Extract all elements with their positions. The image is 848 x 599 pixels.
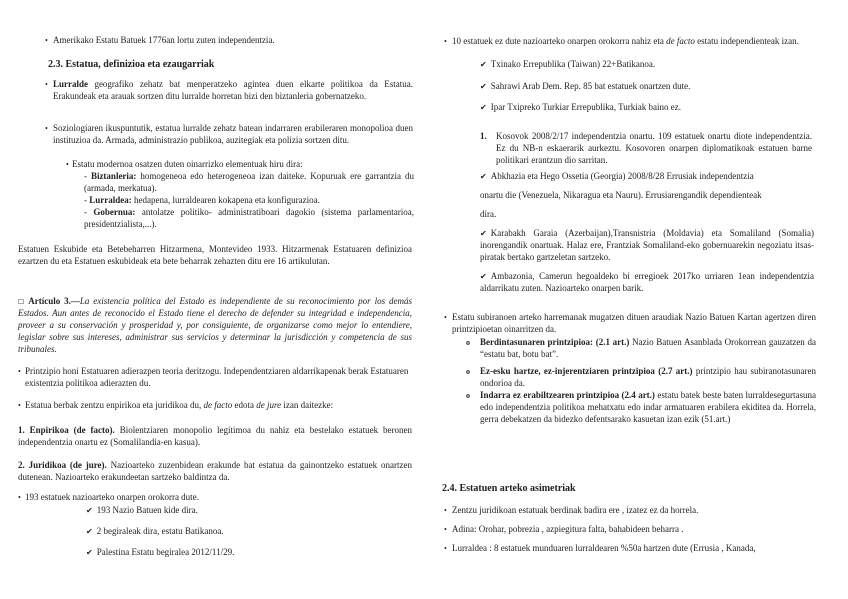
paragraph: Lurraldea : 8 estatuek munduaren lurraldearen %50a hartzen dute (Errusia , Kanada, xyxy=(452,543,756,553)
list-item: - Lurraldea: hedapena, lurraldearen kokapena eta konfigurazioa. xyxy=(84,195,320,205)
paragraph: Amerikako Estatu Batuek 1776an lortu zuten independentzia. xyxy=(53,35,275,45)
bullet-icon: • xyxy=(18,367,21,376)
list-item: - Gobernua: antolatze politiko- administratiboari dagokio (sistema parlamentarioa, presidentzialista,...). xyxy=(84,207,415,229)
section-heading: 2.3. Estatua, definizioa eta ezaugarriak xyxy=(48,59,215,70)
paragraph: Zentzu juridikoan estatuak berdinak badira ere , izatez ez da horrela. xyxy=(452,505,699,515)
list-number: 1. xyxy=(480,131,487,141)
check-list-item: ✔︎ Palestina Estatu begiralea 2012/11/29. xyxy=(86,547,234,559)
paragraph: Estatu modernoa osatzen duten oinarrizko elementuak hiru dira: xyxy=(72,159,303,169)
paragraph: Adina: Orohar, pobrezia , azpiegitura falta, bahabideen beharra . xyxy=(452,524,684,534)
bullet-icon: • xyxy=(45,36,48,45)
section-heading: 2.4. Estatuen arteko asimetriak xyxy=(442,483,576,494)
bullet-icon: • xyxy=(444,544,447,553)
list-item: - Biztanleria: homogeneoa edo heterogeneoa izan daiteke. Kopuruak ere garrantzia du (armada, merkatua). xyxy=(84,171,414,193)
bullet-icon: • xyxy=(45,124,48,133)
paragraph: Kosovok 2008/2/17 independentzia onartu. 109 estatuek onartu diote independentzia. Ez du NB-n eskaerarik aurkeztu. Kosovoren onarpen diplomatikoak estatuen barne politikari erantzun dio sarritan. xyxy=(496,131,812,165)
check-list-item: ✔︎ Txinako Errepublika (Taiwan) 22+Batikanoa. xyxy=(480,59,655,71)
quote: ☐ Artículo 3.—La existencia política del Estado es independiente de su reconocimiento por los demás Estados. Aun antes de reconocido el Estado tiene el derecho de defender su integridad e independencia, proveer a su conservación y prosperidad y, por consiguiente, de organizarse como mejor lo entendiere, legislar sobre sus intereses, administrar sus servicios y determinar la jurisdicción y competencia de sus tribunales. xyxy=(18,296,413,354)
check-list-item: ✔︎ Ambazonia, Camerun hegoaldeko bi erregioek 2017ko urriaren 1ean independentzia aldarrikatu zuten. Nazioarteko onarpen barik. xyxy=(480,271,814,295)
list-item: Berdintasunaren printzipioa: (2.1 art.) Nazio Batuen Asanblada Orokorrean gauzatzen da “estatu bat, botu bat”. xyxy=(480,337,816,359)
paragraph: Estatua berbak zentzu enpirikoa eta juridikoa du, de facto edota de jure izan daitezke: xyxy=(25,400,334,410)
paragraph: 1. Enpirikoa (de facto). Biolentziaren monopolio legitimoa du nahiz eta bestelako estatuek beronen independentzia onartu ez (Somalilandia-en kasua). xyxy=(18,425,413,447)
paragraph: Soziologiaren ikuspuntutik, estatua lurralde zehatz batean indarraren erabileraren monopolioa duen instituzioa da. Armada, administrazio publikoa, auzitegiak eta polizia sortzen ditu. xyxy=(53,123,413,145)
paragraph: Estatu subiranoen arteko harremanak mugatzen dituen araudiak Nazio Batuen Kartan agertzen diren printzipioetan oinarritzen da. xyxy=(452,312,816,334)
paragraph: 10 estatuek ez dute nazioarteko onarpen orokorra nahiz eta de facto estatu independienteak izan. xyxy=(452,36,799,46)
bullet-icon: • xyxy=(444,506,447,515)
paragraph: Lurralde geografiko zehatz bat menperatzeko agintea duen elkarte politikoa da Estatua. Erakundeak eta arauak sortzen ditu lurralde horretan bizi den biztanleria gobernatzeko. xyxy=(53,79,413,101)
paragraph: onartu die (Venezuela, Nikaragua eta Nauru). Errusiarengandik dependienteak xyxy=(480,190,762,200)
bullet-icon: • xyxy=(18,493,21,502)
check-list-item: ✔︎ Karabakh Garaia (Azerbaijan),Transnistria (Moldavia) eta Somaliland (Somalia) inorengandik onartuak. Halaz ere, Frantziak Somaliland-eko gobernuarekin negoziatu itsas-piratak bertako gartzeletan sartzeko. xyxy=(480,228,814,264)
check-list-item: ✔︎ Ipar Txipreko Turkiar Errepublika, Turkiak baino ez. xyxy=(480,102,681,114)
check-list-item: ✔︎ 193 Nazio Batuen kide dira. xyxy=(86,505,198,517)
paragraph: Estatuen Eskubide eta Betebeharren Hitzarmena, Montevideo 1933. Hitzarmenak Estatuaren definizioa ezartzen du eta Estatuen eskubideak eta bete beharrak zehazten ditu ere 16 artikulutan. xyxy=(18,244,412,266)
list-item: Indarra ez erabiltzearen printzipioa (2.4 art.) estatu batek beste baten lurraldesegurtasuna edo independentzia politikoa mehatxatu edo indar armatuaren erabilera ekiditea da. Horrela, gerra debekatzen da bidezko defentsarako kasuetan izan ezik (51.art.) xyxy=(480,390,817,424)
paragraph: Printzipio honi Estatuaren adierazpen teoria deritzogu. Independentziaren aldarrikapenak berak Estatuaren existentzia politikoa adierazten du. xyxy=(25,366,409,388)
bullet-icon: o xyxy=(466,338,470,347)
check-list-item: ✔︎ Abkhazia eta Hego Ossetia (Georgia) 2008/8/28 Errusiak independentzia xyxy=(480,171,754,183)
check-list-item: ✔︎ Sahrawi Arab Dem. Rep. 85 bat estatuek onartzen dute. xyxy=(480,81,690,93)
bullet-icon: o xyxy=(466,391,470,400)
bullet-icon: • xyxy=(444,37,447,46)
bullet-icon: • xyxy=(18,401,21,410)
check-list-item: ✔︎ 2 begiraleak dira, estatu Batikanoa. xyxy=(86,526,224,538)
bullet-icon: • xyxy=(66,160,69,169)
paragraph: 2. Juridikoa (de jure). Nazioarteko zuzenbidean erakunde bat estatua da gainontzeko estatuek onartzen dutenean. Nazioarteko erakundeetan sartzeko baldintza da. xyxy=(18,460,412,482)
bullet-icon: • xyxy=(444,313,447,322)
paragraph: dira. xyxy=(480,209,497,219)
bullet-icon: • xyxy=(45,80,48,89)
paragraph: 193 estatuek nazioarteko onarpen orokorra dute. xyxy=(25,492,199,502)
bullet-icon: • xyxy=(444,525,447,534)
bullet-icon: o xyxy=(466,367,470,376)
list-item: Ez-esku hartze, ez-injerentziaren printzipioa (2.7 art.) printzipio hau subiranotasunaren ondorioa da. xyxy=(480,366,816,388)
